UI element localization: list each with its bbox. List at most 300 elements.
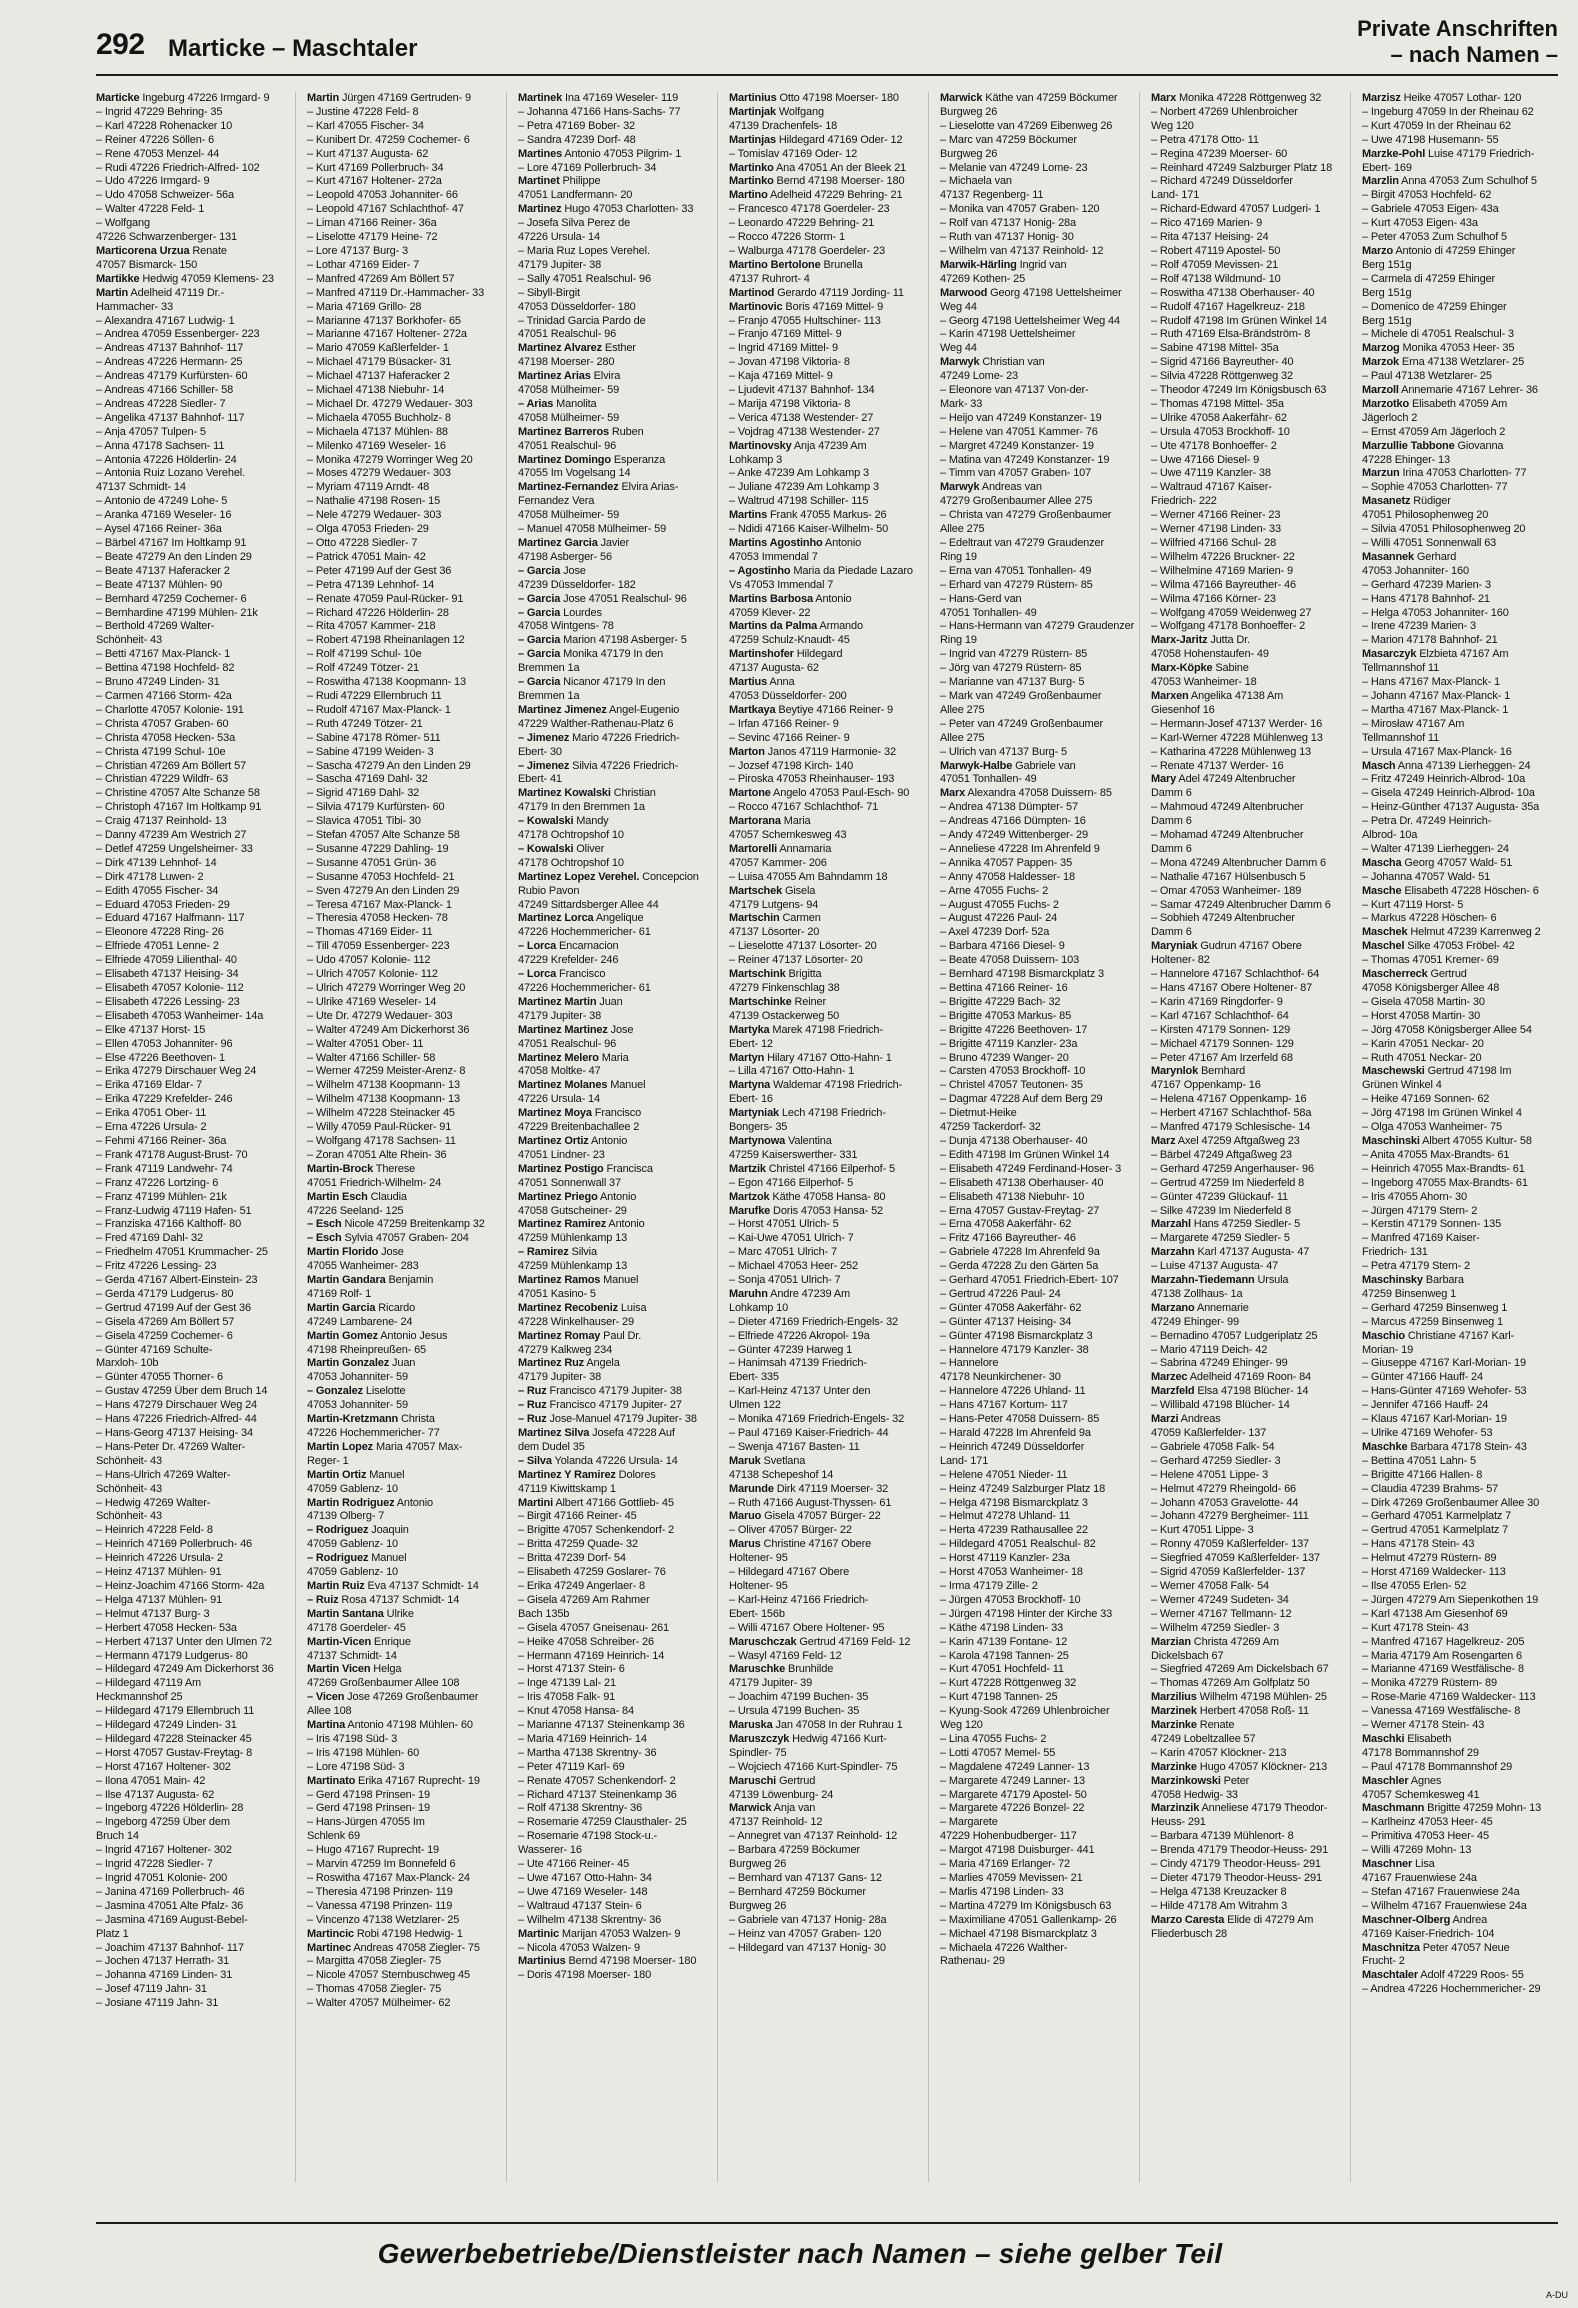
directory-entry: [1151, 982, 1346, 996]
entry-text: Damm 6: [1151, 926, 1192, 939]
entry-text: Schönheit- 43: [96, 1510, 162, 1523]
directory-entry: [1151, 537, 1346, 551]
entry-surname: Marwyk-Halbe: [940, 759, 1013, 772]
entry-surname: Maschewski: [1362, 1065, 1425, 1078]
entry-text: – Michael 47138 Niebuhr- 14: [307, 384, 445, 397]
directory-entry: [96, 1663, 291, 1677]
entry-text: – Marc 47051 Ulrich- 7: [729, 1246, 837, 1259]
entry-text: – Gerda 47167 Albert-Einstein- 23: [96, 1274, 258, 1287]
entry-text: Ana 47051 An der Bleek 21: [773, 161, 907, 174]
directory-entry: [1151, 843, 1346, 857]
entry-surname: Martinato: [307, 1774, 356, 1787]
entry-surname: Martinet: [518, 175, 560, 188]
directory-entry: [307, 120, 502, 134]
directory-entry: [1151, 189, 1346, 203]
entry-text: – Jörg 47198 Im Grünen Winkel 4: [1362, 1107, 1522, 1120]
entry-text: 47051 Sonnenwall 37: [518, 1176, 621, 1189]
directory-entry: [940, 537, 1135, 551]
directory-entry: [518, 760, 713, 774]
directory-entry: [1151, 1858, 1346, 1872]
directory-entry: [1362, 92, 1564, 106]
directory-entry: [96, 1163, 291, 1177]
directory-entry: [1362, 273, 1564, 287]
entry-text: – Mirosław 47167 Am: [1362, 717, 1465, 730]
directory-entry: [96, 1816, 291, 1830]
entry-surname: Maschki: [1362, 1732, 1405, 1745]
entry-text: – Verica 47138 Westender- 27: [729, 411, 874, 424]
directory-entry: [518, 245, 713, 259]
entry-text: Allee 275: [940, 523, 985, 536]
directory-entry: [940, 912, 1135, 926]
directory-entry: [1151, 1191, 1346, 1205]
entry-text: – Brigitte 47057 Schenkendorf- 2: [518, 1524, 675, 1537]
directory-entry: [1151, 412, 1346, 426]
entry-text: Ebert- 335: [729, 1371, 779, 1384]
entry-text: Elvira: [590, 370, 621, 383]
directory-entry: [1362, 718, 1564, 732]
entry-text: – Gertrud 47226 Paul- 24: [940, 1287, 1061, 1300]
directory-entry: [307, 92, 502, 106]
entry-text: 47053 Immendal 7: [729, 550, 818, 563]
entry-surname: Marzinzik: [1151, 1802, 1200, 1815]
entry-text: Ebert- 169: [1362, 161, 1412, 174]
directory-entry: [96, 1483, 291, 1497]
directory-entry: [729, 287, 924, 301]
entry-text: – Erna 47058 Aakerfähr- 62: [940, 1218, 1072, 1231]
directory-entry: [729, 1789, 924, 1803]
entry-text: – Rolf 47059 Mevissen- 21: [1151, 258, 1279, 271]
entry-text: – Thomas 47198 Mittel- 35a: [1151, 397, 1284, 410]
entry-surname: Martines: [518, 147, 563, 160]
entry-text: Silvia 47226 Friedrich-: [569, 759, 679, 772]
entry-surname: Martinez Lopez Verehel.: [518, 870, 640, 883]
entry-surname: Martschink: [729, 968, 786, 981]
entry-text: Antonio: [588, 1134, 628, 1147]
directory-entry: [307, 440, 502, 454]
directory-entry: [307, 1191, 502, 1205]
entry-text: – Margarete 47179 Apostel- 50: [940, 1788, 1087, 1801]
directory-entry: [940, 1316, 1135, 1330]
entry-text: – Ilona 47051 Main- 42: [96, 1774, 206, 1787]
entry-text: – Heike 47058 Schreiber- 26: [518, 1635, 654, 1648]
directory-entry: [1362, 648, 1564, 662]
directory-entry: [96, 134, 291, 148]
directory-entry: [1362, 1330, 1564, 1344]
entry-text: – Erika 47051 Ober- 11: [96, 1107, 207, 1120]
directory-entry: [518, 899, 713, 913]
entry-text: – Eduard 47167 Halfmann- 117: [96, 912, 245, 925]
directory-entry: [1362, 1024, 1564, 1038]
entry-text: – Heinrich 47249 Düsseldorfer: [940, 1440, 1085, 1453]
directory-entry: [518, 815, 713, 829]
directory-entry: [940, 1330, 1135, 1344]
entry-text: – Gerhard 47051 Karmelplatz 7: [1362, 1510, 1512, 1523]
entry-text: Schönheit- 43: [96, 1482, 162, 1495]
directory-entry: [940, 1163, 1135, 1177]
entry-surname: Maruk: [729, 1454, 761, 1467]
entry-text: Schönheit- 43: [96, 634, 162, 647]
entry-text: Schlenk 69: [307, 1830, 360, 1843]
entry-text: – Friedhelm 47051 Krummacher- 25: [96, 1246, 268, 1259]
directory-entry: [518, 1622, 713, 1636]
directory-entry: [96, 1316, 291, 1330]
directory-entry: [307, 676, 502, 690]
entry-surname: Marx-Jaritz: [1151, 634, 1208, 647]
directory-entry: [307, 495, 502, 509]
directory-entry: [307, 829, 502, 843]
directory-entry: [1151, 704, 1346, 718]
entry-text: Carmen: [779, 912, 821, 925]
directory-entry: [307, 885, 502, 899]
directory-entry: [1362, 1733, 1564, 1747]
directory-entry: [307, 1052, 502, 1066]
entry-surname: Marwick: [940, 92, 983, 104]
directory-entry: [96, 607, 291, 621]
entry-text: 47051 Kasino- 5: [518, 1287, 596, 1300]
entry-text: – Iris 47198 Süd- 3: [307, 1732, 398, 1745]
directory-entry: [307, 342, 502, 356]
directory-entry: [940, 732, 1135, 746]
directory-entry: [729, 245, 924, 259]
entry-surname: Maruschke: [729, 1663, 786, 1676]
entry-surname: Masanetz: [1362, 495, 1411, 508]
directory-entry: [1362, 1371, 1564, 1385]
entry-text: 47179 In den Bremmen 1a: [518, 801, 645, 814]
directory-entry: [1362, 537, 1564, 551]
entry-text: – Hans 47178 Stein- 43: [1362, 1538, 1475, 1551]
entry-text: Burgweg 26: [940, 147, 998, 160]
directory-entry: [940, 106, 1135, 120]
entry-text: – Fritz 47249 Heinrich-Albrod- 10a: [1362, 773, 1526, 786]
entry-surname: Marufke: [729, 1204, 771, 1217]
directory-entry: [307, 412, 502, 426]
entry-text: – Karin 47198 Uettelsheimer: [940, 328, 1076, 341]
entry-text: – Hans-Gerd van: [940, 592, 1022, 605]
entry-text: – Bärbel 47249 Aftgaßweg 23: [1151, 1148, 1292, 1161]
entry-text: – Paul 47169 Kaiser-Friedrich- 44: [729, 1427, 889, 1439]
entry-text: – Rudi 47229 Ellernbruch 11: [307, 689, 442, 702]
directory-entry: [1151, 746, 1346, 760]
entry-surname: Martzik: [729, 1162, 766, 1175]
directory-entry: [1151, 1789, 1346, 1803]
entry-text: – Nicole 47057 Sternbuschweg 45: [307, 1969, 470, 1982]
directory-entry: [1151, 1232, 1346, 1246]
directory-entry: [307, 620, 502, 634]
entry-text: 47139 Ostackerweg 50: [729, 1009, 840, 1022]
entry-text: – Roswitha 47138 Oberhauser- 40: [1151, 286, 1315, 299]
entry-text: – Karl-Heinz 47166 Friedrich-: [729, 1593, 869, 1606]
entry-text: – Jürgen 47198 Hinter der Kirche 33: [940, 1607, 1113, 1620]
directory-entry: [96, 926, 291, 940]
directory-entry: [940, 1510, 1135, 1524]
directory-entry: [1151, 593, 1346, 607]
directory-entry: [518, 1260, 713, 1274]
directory-entry: [729, 1232, 924, 1246]
directory-entry: [940, 996, 1135, 1010]
entry-surname: Martinko: [729, 175, 774, 188]
entry-text: Lourdes: [560, 606, 602, 619]
entry-text: 47059 Kaßlerfelder- 137: [1151, 1427, 1267, 1439]
directory-entry: [1151, 328, 1346, 342]
entry-text: – Franz-Ludwig 47119 Hafen- 51: [96, 1204, 252, 1217]
directory-entry: [96, 1093, 291, 1107]
entry-text: Silvia: [568, 1246, 597, 1259]
entry-surname: Martincic: [307, 1927, 354, 1940]
directory-entry: [518, 509, 713, 523]
directory-entry: [1362, 1357, 1564, 1371]
entry-text: – Willy 47059 Paul-Rücker- 91: [307, 1121, 452, 1134]
directory-entry: [940, 398, 1135, 412]
entry-text: – Fritz 47166 Bayreuther- 46: [940, 1232, 1076, 1245]
directory-entry: [307, 871, 502, 885]
directory-entry: [307, 1497, 502, 1511]
entry-text: – Günter 47055 Thorner- 6: [96, 1371, 223, 1384]
entry-text: – Silvia 47228 Röttgenweg 32: [1151, 370, 1293, 383]
directory-entry: [1362, 1510, 1564, 1524]
footer-rule: [96, 2222, 1558, 2224]
directory-entry: [518, 1205, 713, 1219]
directory-entry: [940, 1399, 1135, 1413]
directory-entry: [1362, 1663, 1564, 1677]
directory-entry: [518, 1761, 713, 1775]
entry-text: Angelika 47138 Am: [1188, 689, 1284, 702]
directory-entry: [729, 1691, 924, 1705]
entry-text: 47269 Kothen- 25: [940, 272, 1026, 285]
entry-text: – Fehmi 47166 Reiner- 36a: [96, 1134, 227, 1147]
entry-text: Liselotte: [362, 1385, 406, 1398]
directory-entry: [518, 565, 713, 579]
entry-text: – Swenja 47167 Basten- 11: [729, 1440, 860, 1453]
entry-text: – Gertrud 47259 Im Niederfeld 8: [1151, 1176, 1305, 1189]
entry-text: – Margarete 47226 Bonzel- 22: [940, 1802, 1085, 1815]
entry-text: – Rene 47053 Menzel- 44: [96, 147, 220, 160]
entry-text: – Helga 47137 Mühlen- 91: [96, 1593, 223, 1606]
entry-text: – Oliver 47057 Bürger- 22: [729, 1524, 852, 1537]
entry-text: Marijan 47053 Walzen- 9: [558, 1927, 681, 1940]
directory-entry: [1362, 245, 1564, 259]
entry-text: – Paul 47178 Bommannshof 29: [1362, 1760, 1513, 1773]
entry-text: – Hans 47279 Dirschauer Weg 24: [96, 1399, 258, 1412]
directory-entry: [940, 940, 1135, 954]
directory-entry: [1151, 1510, 1346, 1524]
directory-entry: [729, 954, 924, 968]
directory-entry: [307, 760, 502, 774]
entry-text: – Dagmar 47228 Auf dem Berg 29: [940, 1093, 1103, 1106]
directory-entry: [729, 1038, 924, 1052]
entry-surname: Martinjak: [729, 105, 776, 118]
directory-entry: [518, 1121, 713, 1135]
entry-surname: Maryniak: [1151, 940, 1198, 953]
entry-text: Reiner: [791, 995, 826, 1008]
entry-text: – Lotti 47057 Memel- 55: [940, 1746, 1056, 1759]
entry-text: – August 47226 Paul- 24: [940, 912, 1058, 925]
directory-entry: [96, 1997, 291, 2011]
directory-entry: [307, 1622, 502, 1636]
directory-entry: [518, 120, 713, 134]
entry-text: – Bernhard 47259 Cochemer- 6: [96, 592, 247, 605]
directory-entry: [96, 1955, 291, 1969]
directory-entry: [518, 1747, 713, 1761]
entry-text: – Udo 47058 Schweizer- 56a: [96, 189, 234, 202]
directory-entry: [940, 203, 1135, 217]
directory-entry: [729, 1399, 924, 1413]
entry-text: Platz 1: [96, 1927, 129, 1940]
entry-text: Manuel: [600, 1274, 639, 1287]
entry-text: – Berthold 47269 Walter-: [96, 620, 215, 633]
directory-entry: [1362, 1552, 1564, 1566]
entry-text: – Thomas 47169 Eider- 11: [307, 926, 433, 939]
directory-entry: [729, 551, 924, 565]
entry-text: Rathenau- 29: [940, 1955, 1005, 1968]
directory-entry: [1151, 92, 1346, 106]
directory-entry: [729, 1830, 924, 1844]
directory-entry: [307, 704, 502, 718]
directory-entry: [729, 1594, 924, 1608]
directory-entry: [1362, 1983, 1564, 1997]
directory-entry: [96, 746, 291, 760]
entry-surname: Martinec: [307, 1941, 352, 1954]
entry-text: – Brigitte 47119 Kanzler- 23a: [940, 1037, 1078, 1050]
directory-entry: [729, 565, 924, 579]
entry-text: – Elfriede 47051 Lenne- 2: [96, 940, 219, 953]
directory-entry: [96, 1538, 291, 1552]
directory-entry: [307, 801, 502, 815]
entry-text: – Sabine 47199 Weiden- 3: [307, 745, 434, 758]
entry-text: – Ruth 47051 Neckar- 20: [1362, 1051, 1482, 1064]
directory-entry: [307, 815, 502, 829]
directory-entry: [940, 245, 1135, 259]
directory-entry: [518, 175, 713, 189]
entry-text: – Matina van 47249 Konstanzer- 19: [940, 453, 1110, 466]
entry-text: – Maria 47169 Heinrich- 14: [518, 1732, 647, 1745]
entry-text: 47229 Breitenbachallee 2: [518, 1121, 640, 1134]
entry-text: – Rudolf 47167 Max-Planck- 1: [307, 703, 451, 716]
directory-entry: [307, 926, 502, 940]
directory-entry: [1151, 773, 1346, 787]
directory-entry: [729, 328, 924, 342]
entry-text: 47053 Düsseldorfer- 200: [729, 689, 847, 702]
directory-entry: [518, 1677, 713, 1691]
entry-text: – Josiane 47119 Jahn- 31: [96, 1997, 219, 2010]
directory-entry: [1362, 1566, 1564, 1580]
directory-entry: [307, 106, 502, 120]
directory-entry: [518, 1052, 713, 1066]
entry-text: – Annegret van 47137 Reinhold- 12: [729, 1830, 898, 1843]
entry-text: Antonio 47198 Mühlen- 60: [345, 1719, 473, 1732]
directory-entry: [96, 912, 291, 926]
entry-text: – Karl 47055 Fischer- 34: [307, 119, 424, 132]
entry-text: Ebert- 12: [729, 1037, 773, 1050]
entry-text: – Hannelore 47226 Uhland- 11: [940, 1385, 1086, 1398]
entry-surname: – Arias: [518, 397, 554, 410]
entry-text: – Michael 47053 Heer- 252: [729, 1260, 858, 1273]
directory-entry: [940, 1747, 1135, 1761]
directory-entry: [96, 328, 291, 342]
entry-text: Christian: [610, 787, 656, 800]
directory-entry: [307, 912, 502, 926]
directory-entry: [1362, 1747, 1564, 1761]
directory-entry: [729, 1288, 924, 1302]
directory-entry: [307, 968, 502, 982]
directory-entry: [518, 1469, 713, 1483]
entry-text: Elide di 47279 Am: [1224, 1913, 1314, 1926]
directory-entry: [940, 1650, 1135, 1664]
entry-text: Jägerloch 2: [1362, 411, 1418, 424]
entry-text: – Maria 47169 Grillo- 28: [307, 300, 422, 313]
directory-entry: [1151, 1385, 1346, 1399]
entry-surname: Martinez Romay: [518, 1329, 601, 1342]
directory-entry: [518, 1232, 713, 1246]
entry-text: – Dirk 47269 Großenbaumer Allee 30: [1362, 1496, 1540, 1509]
entry-text: – Rocco 47226 Storm- 1: [729, 231, 845, 244]
directory-entry: [1362, 912, 1564, 926]
entry-surname: Marx: [1151, 92, 1177, 104]
directory-entry: [940, 620, 1135, 634]
entry-text: 47198 Moerser- 280: [518, 356, 615, 369]
entry-text: Christian van: [979, 356, 1045, 369]
directory-entry: [729, 1483, 924, 1497]
directory-entry: [729, 746, 924, 760]
entry-text: – Erika 47169 Eldar- 7: [96, 1079, 203, 1092]
directory-entry: [518, 301, 713, 315]
entry-text: Helmut 47239 Karrenweg 2: [1407, 926, 1541, 939]
directory-entry: [96, 1775, 291, 1789]
directory-entry: [1362, 1497, 1564, 1511]
entry-text: – Theresia 47058 Hecken- 78: [307, 912, 448, 925]
directory-entry: [307, 1288, 502, 1302]
entry-surname: Martyn: [729, 1051, 765, 1064]
directory-entry: [1151, 1427, 1346, 1441]
entry-text: – Uwe 47198 Husemann- 55: [1362, 133, 1499, 146]
directory-entry: [518, 857, 713, 871]
directory-entry: [729, 1149, 924, 1163]
entry-text: Manuel: [607, 1079, 646, 1092]
entry-text: – Günter 47239 Harweg 1: [729, 1343, 853, 1356]
entry-surname: – Jimenez: [518, 759, 570, 772]
entry-surname: Marwyk: [940, 481, 980, 494]
directory-entry: [1151, 801, 1346, 815]
entry-surname: Maschler: [1362, 1774, 1409, 1787]
entry-text: – Martha 47138 Skrentny- 36: [518, 1746, 657, 1759]
directory-entry: [940, 495, 1135, 509]
directory-entry: [1151, 620, 1346, 634]
entry-text: Ingrid van: [1016, 258, 1067, 271]
directory-entry: [1151, 287, 1346, 301]
entry-text: 47249 Lome- 23: [940, 370, 1019, 383]
entry-text: – Elfriede 47059 Lilienthal- 40: [96, 954, 237, 967]
entry-text: – Karola 47198 Tannen- 25: [940, 1649, 1069, 1662]
entry-text: Holtener- 95: [729, 1552, 788, 1565]
directory-entry: [96, 175, 291, 189]
entry-surname: Martschinke: [729, 995, 792, 1008]
entry-text: 47228 Ehinger- 13: [1362, 453, 1450, 466]
directory-entry: [307, 551, 502, 565]
entry-text: 47259 Schulz-Knaudt- 45: [729, 634, 850, 647]
entry-text: Sylvia 47057 Graben- 204: [341, 1232, 469, 1245]
directory-entry: [307, 1636, 502, 1650]
directory-entry: [307, 1802, 502, 1816]
entry-text: – Andrea 47059 Essenberger- 223: [96, 328, 260, 341]
directory-entry: [96, 203, 291, 217]
directory-entry: [307, 996, 502, 1010]
directory-entry: [307, 1357, 502, 1371]
directory-entry: [518, 1524, 713, 1538]
directory-entry: [307, 162, 502, 176]
directory-entry: [96, 1302, 291, 1316]
entry-text: – Robert 47198 Rheinanlagen 12: [307, 634, 465, 647]
entry-text: – Waltraud 47137 Stein- 6: [518, 1899, 642, 1912]
directory-entry: [729, 871, 924, 885]
